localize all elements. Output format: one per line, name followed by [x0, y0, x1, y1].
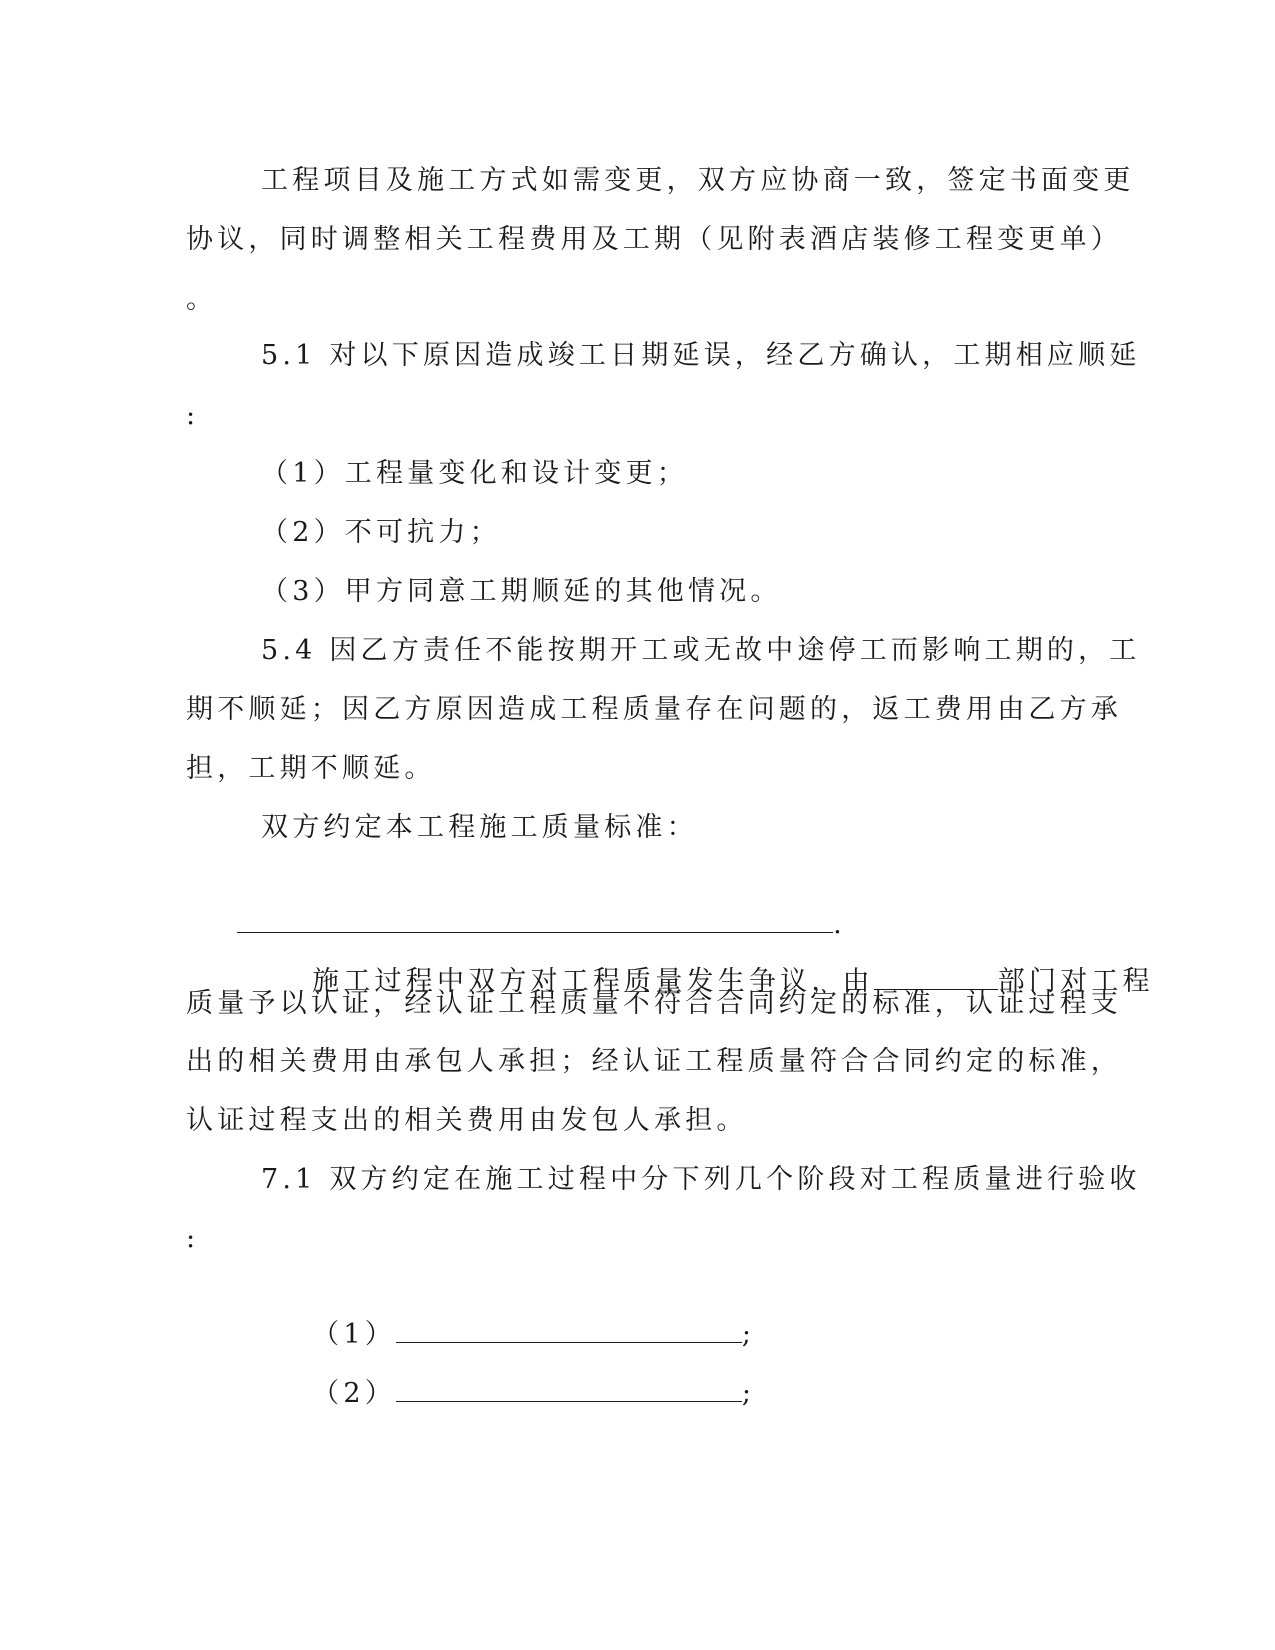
stage-item-1-label: （1） — [312, 1319, 396, 1350]
stage-item-2-label: （2） — [312, 1378, 396, 1409]
list-item-2: （2）不可抗力； — [261, 517, 501, 548]
stage-2-blank[interactable] — [396, 1375, 742, 1402]
stage-item-1-end: ; — [741, 1319, 756, 1350]
stage-item-1 — [261, 1280, 756, 1350]
stage-item-2-end: ; — [741, 1378, 756, 1409]
dispute-line-1-text: 施工过程中双方对工程质量发生争议，由 — [312, 966, 874, 997]
clause-5-1-line-2: : — [186, 400, 200, 431]
clause-5-4-line-3: 担，工期不顺延。 — [186, 753, 436, 784]
paragraph-change-line-2: 协议，同时调整相关工程费用及工期（见附表酒店装修工程变更单） — [186, 224, 1122, 255]
dispute-line-1 — [261, 927, 1154, 997]
dispute-line-3: 出的相关费用由承包人承担；经认证工程质量符合合同约定的标准， — [186, 1046, 1122, 1077]
paragraph-change-line-3: 。 — [186, 284, 218, 315]
paragraph-change-line-1: 工程项目及施工方式如需变更，双方应协商一致，签定书面变更 — [261, 165, 1135, 196]
quality-standard-line: 双方约定本工程施工质量标准： — [261, 812, 698, 843]
clause-7-1-line-1: 7.1 双方约定在施工过程中分下列几个阶段对工程质量进行验收 — [261, 1164, 1141, 1195]
dispute-line-1-tail: 部门对工程 — [997, 966, 1154, 997]
list-item-3: （3）甲方同意工期顺延的其他情况。 — [261, 576, 782, 607]
dispute-line-2: 质量予以认证，经认证工程质量不符合合同约定的标准，认证过程支 — [186, 988, 1122, 1019]
clause-7-1-line-2: : — [186, 1223, 200, 1254]
clause-5-1-line-1: 5.1 对以下原因造成竣工日期延误，经乙方确认，工期相应顺延 — [261, 340, 1141, 371]
quality-standard-blank-line — [186, 870, 846, 940]
list-item-1: （1）工程量变化和设计变更； — [261, 458, 688, 489]
clause-5-4-line-2: 期不顺延；因乙方原因造成工程质量存在问题的，返工费用由乙方承 — [186, 694, 1122, 725]
clause-5-4-line-1: 5.4 因乙方责任不能按期开工或无故中途停工而影响工期的，工 — [261, 635, 1141, 666]
dispute-line-4: 认证过程支出的相关费用由发包人承担。 — [186, 1105, 748, 1136]
stage-item-2 — [261, 1339, 756, 1409]
quality-standard-period: . — [833, 909, 846, 940]
